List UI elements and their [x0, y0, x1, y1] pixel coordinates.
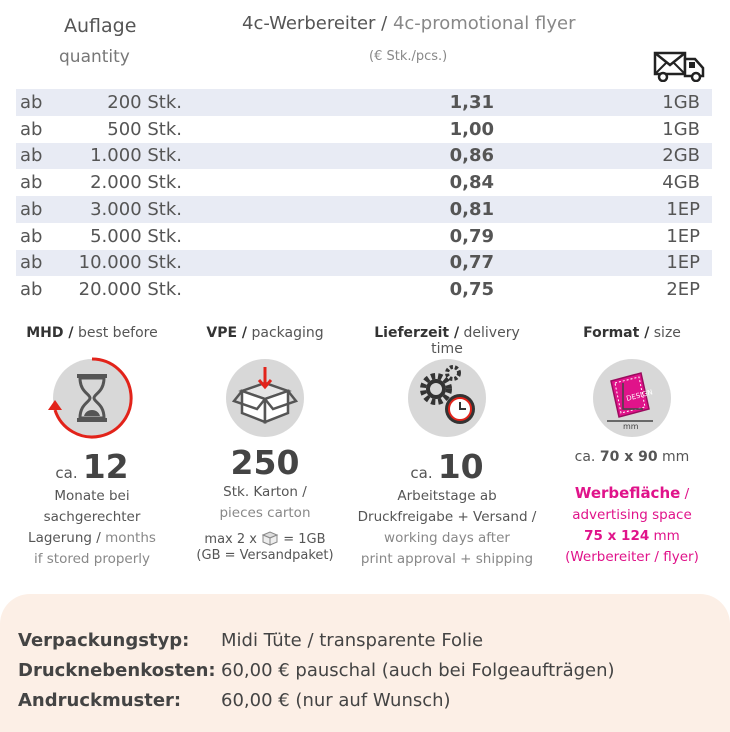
price-prefix: ab	[16, 250, 70, 277]
format-column	[542, 325, 722, 568]
footer-row-proof: Andruckmuster: 60,00 € (nur auf Wunsch)	[18, 690, 451, 711]
format-title: Format / size	[583, 325, 681, 341]
delivery-ca: ca.	[410, 464, 433, 482]
footer-row-extra-costs: Drucknebenkosten: 60,00 € pauschal (auch bei Folgeaufträgen)	[18, 660, 615, 681]
mhd-value: 12	[82, 447, 129, 486]
price-prefix: ab	[20, 279, 43, 301]
shipping-unit: 2GB	[494, 143, 712, 170]
price-row	[16, 143, 712, 170]
quantity-header-de: Auflage	[64, 15, 137, 37]
svg-text:DESIGN: DESIGN	[625, 388, 654, 403]
delivery-title: Lieferzeit / delivery time	[374, 325, 520, 357]
price-value: 0,77	[182, 250, 494, 277]
price-value: 0,84	[449, 172, 494, 194]
vpe-value: 250	[230, 443, 300, 482]
price-quantity: 2.000 Stk.	[90, 172, 182, 194]
box-icon	[226, 359, 304, 437]
price-value: 0,79	[449, 225, 494, 247]
product-title-en: 4c-promotional flyer	[392, 13, 576, 34]
quantity-header-en: quantity	[59, 47, 130, 67]
vpe-column	[175, 325, 355, 564]
price-value: 0,81	[182, 196, 494, 223]
price-quantity: 3.000 Stk.	[70, 196, 182, 223]
price-value: 0,86	[182, 143, 494, 170]
price-value: 1,31	[182, 89, 494, 116]
price-row	[16, 276, 712, 303]
price-value: 0,75	[449, 279, 494, 301]
hourglass-icon	[53, 359, 131, 437]
price-prefix: ab	[16, 196, 70, 223]
shipping-unit: 1EP	[666, 225, 700, 247]
price-quantity: 10.000 Stk.	[70, 250, 182, 277]
price-unit: (€ Stk./pcs.)	[369, 49, 448, 64]
format-mm-label: mm	[623, 422, 639, 431]
price-prefix: ab	[20, 118, 43, 140]
price-row	[16, 89, 712, 116]
delivery-desc: Arbeitstage ab Druckfreigabe + Versand / working days after print approval + shipping	[357, 488, 537, 567]
price-value: 1,00	[449, 118, 494, 140]
price-prefix: ab	[20, 172, 43, 194]
price-quantity: 1.000 Stk.	[70, 143, 182, 170]
price-quantity: 5.000 Stk.	[90, 225, 182, 247]
price-quantity: 20.000 Stk.	[78, 279, 182, 301]
gears-clock-icon	[408, 359, 486, 437]
shipping-unit: 1GB	[662, 118, 700, 140]
mhd-column	[2, 325, 182, 570]
price-row	[16, 250, 712, 277]
product-title	[242, 13, 575, 34]
product-title-de: 4c-Werbereiter /	[242, 13, 393, 34]
shipping-unit: 2EP	[666, 279, 700, 301]
shipping-unit: 4GB	[662, 172, 700, 194]
delivery-column	[357, 325, 537, 570]
footer-row-packaging: Verpackungstyp: Midi Tüte / transparente Folie	[18, 630, 484, 651]
price-prefix: ab	[16, 143, 70, 170]
price-quantity: 200 Stk.	[70, 89, 182, 116]
shipping-unit: 1EP	[494, 196, 712, 223]
price-quantity: 500 Stk.	[107, 118, 182, 140]
vpe-note: max 2 x = 1GB (GB = Versandpaket)	[196, 532, 334, 563]
price-row	[16, 116, 712, 143]
format-size: ca. 70 x 90 mm	[574, 449, 690, 465]
small-box-icon	[261, 530, 279, 546]
advertising-space: Werbefläche / advertising space 75 x 124 mm (Werbereiter / flyer)	[565, 484, 699, 565]
price-prefix: ab	[16, 89, 70, 116]
format-icon	[593, 359, 671, 437]
shipping-unit: 1EP	[494, 250, 712, 277]
price-row	[16, 223, 712, 250]
vpe-desc: Stk. Karton / pieces carton	[219, 484, 311, 521]
delivery-value: 10	[437, 447, 484, 486]
truck-icon	[653, 50, 705, 82]
price-table	[16, 89, 712, 303]
mhd-title: MHD / best before	[26, 325, 158, 341]
vpe-title: VPE / packaging	[206, 325, 324, 341]
price-prefix: ab	[20, 225, 43, 247]
shipping-unit: 1GB	[494, 89, 712, 116]
price-row	[16, 169, 712, 196]
mhd-ca: ca.	[55, 464, 78, 482]
mhd-desc: Monate bei sachgerechter Lagerung / months if stored properly	[28, 488, 156, 567]
price-row	[16, 196, 712, 223]
